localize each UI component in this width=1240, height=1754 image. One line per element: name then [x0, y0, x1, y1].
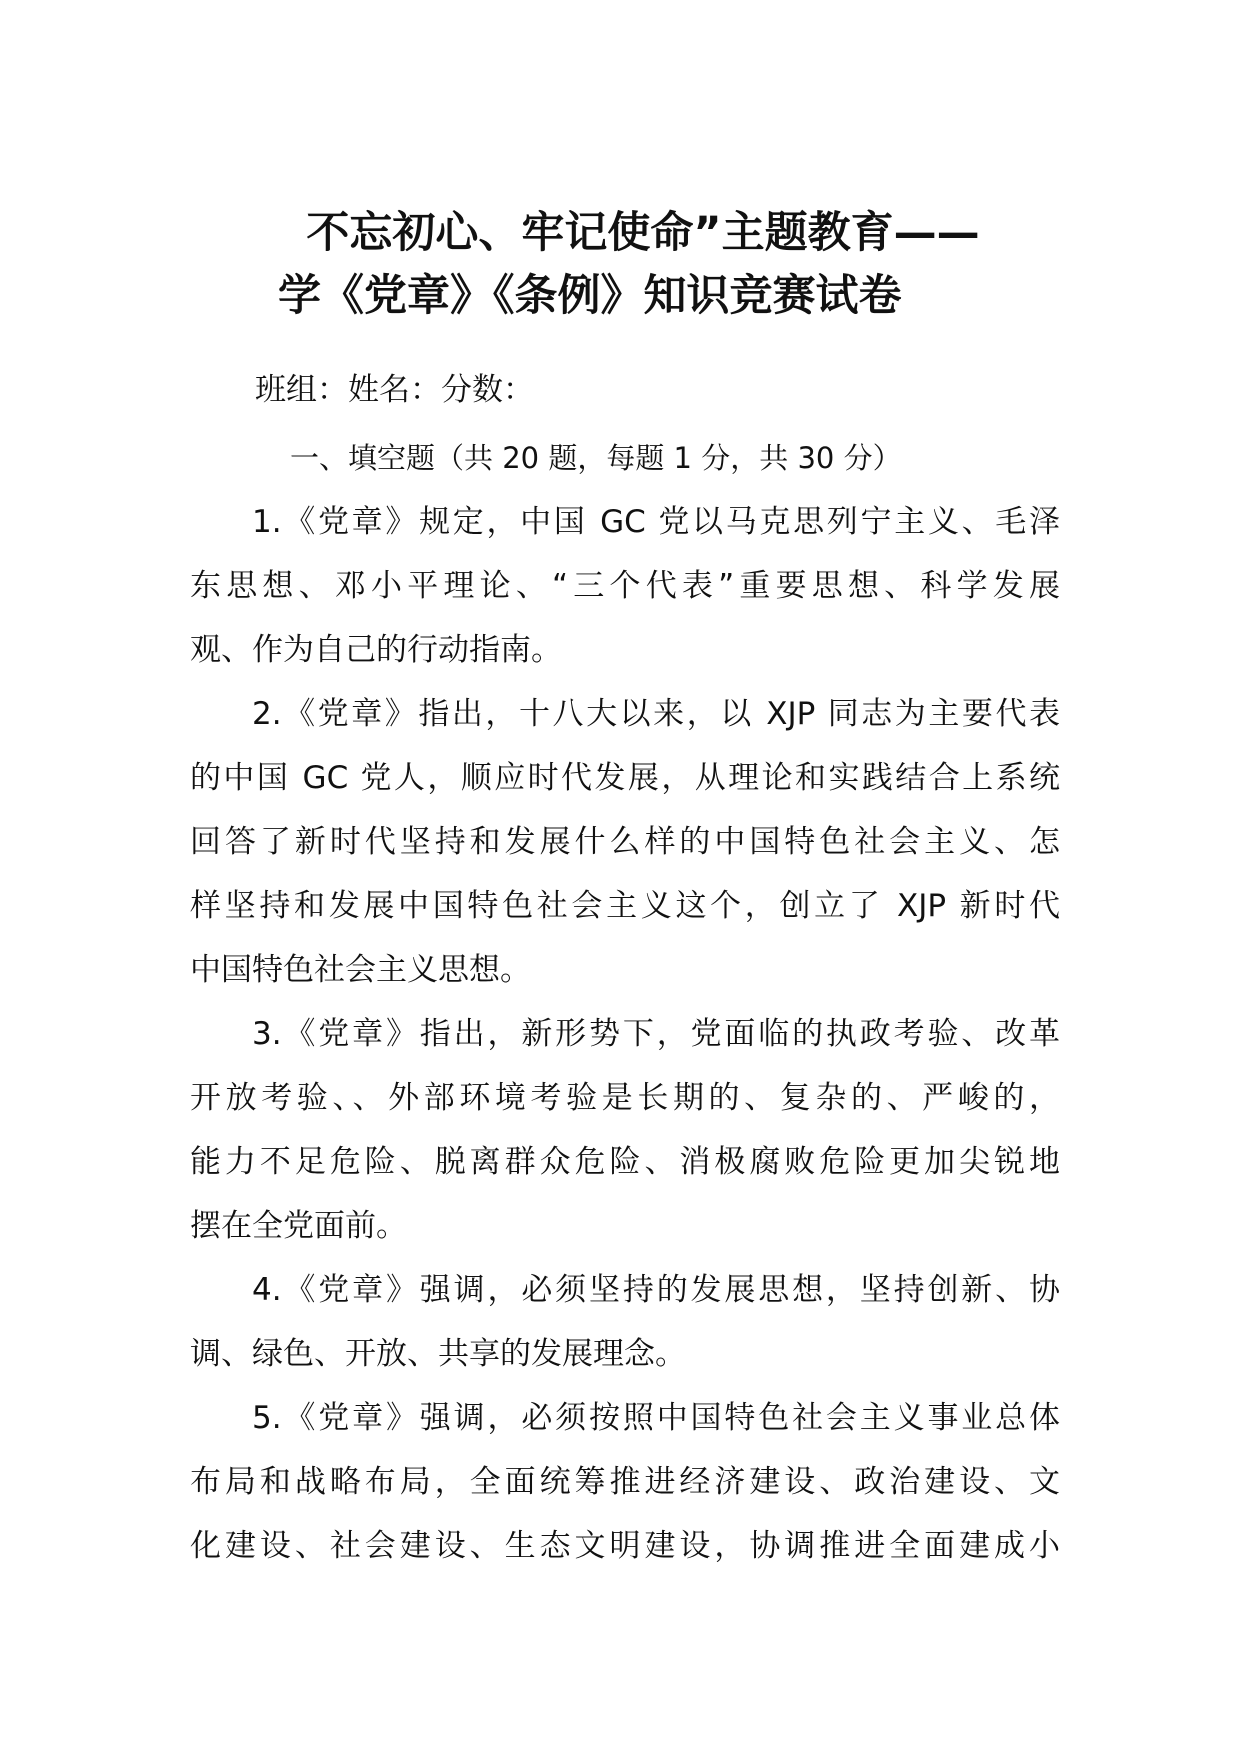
question-text-line: 1.《党章》规定，中国 GC 党以马克思列宁主义、毛泽 [252, 504, 1060, 540]
question-2 [190, 682, 1060, 1002]
question-text-line: 5.《党章》强调，必须按照中国特色社会主义事业总体 [252, 1400, 1060, 1436]
question-3 [190, 1002, 1060, 1258]
question-text-line: 化建设、社会建设、生态文明建设，协调推进全面建成小 [190, 1528, 1060, 1564]
question-text-line: 能力不足危险、脱离群众危险、消极腐败危险更加尖锐地 [190, 1144, 1060, 1180]
question-text-line: 调、绿色、开放、共享的发展理念。 [190, 1336, 686, 1372]
question-list [190, 490, 1060, 1578]
question-text-line: 3.《党章》指出，新形势下，党面临的执政考验、改革 [252, 1016, 1060, 1052]
question-text-line: 的中国 GC 党人，顺应时代发展，从理论和实践结合上系统 [190, 760, 1060, 796]
question-text-line: 观、作为自己的行动指南。 [190, 632, 562, 668]
exam-meta-fields: 班组：姓名：分数： [255, 372, 534, 408]
question-text-line: 中国特色社会主义思想。 [190, 952, 531, 988]
question-text-line: 摆在全党面前。 [190, 1208, 407, 1244]
section-heading-fill-in-blank: 一、填空题（共 20 题，每题 1 分，共 30 分） [290, 441, 902, 475]
question-text-line: 4.《党章》强调，必须坚持的发展思想，坚持创新、协 [252, 1272, 1060, 1308]
question-5 [190, 1386, 1060, 1578]
question-text-line: 开放考验、、外部环境考验是长期的、复杂的、严峻的， [190, 1080, 1060, 1116]
question-4 [190, 1258, 1060, 1386]
question-text-line: 东思想、邓小平理论、“三个代表”重要思想、科学发展 [190, 568, 1060, 604]
question-1 [190, 490, 1060, 682]
question-text-line: 回答了新时代坚持和发展什么样的中国特色社会主义、怎 [190, 824, 1060, 860]
question-text-line: 2.《党章》指出，十八大以来，以 XJP 同志为主要代表 [252, 696, 1060, 732]
question-text-line: 布局和战略布局，全面统筹推进经济建设、政治建设、文 [190, 1464, 1060, 1500]
document-title-line-2: 学《党章》《条例》知识竞赛试卷 [278, 271, 902, 321]
document-title-line-1: 不忘初心、牢记使命”主题教育—— [306, 208, 980, 258]
question-text-line: 样坚持和发展中国特色社会主义这个，创立了 XJP 新时代 [190, 888, 1060, 924]
